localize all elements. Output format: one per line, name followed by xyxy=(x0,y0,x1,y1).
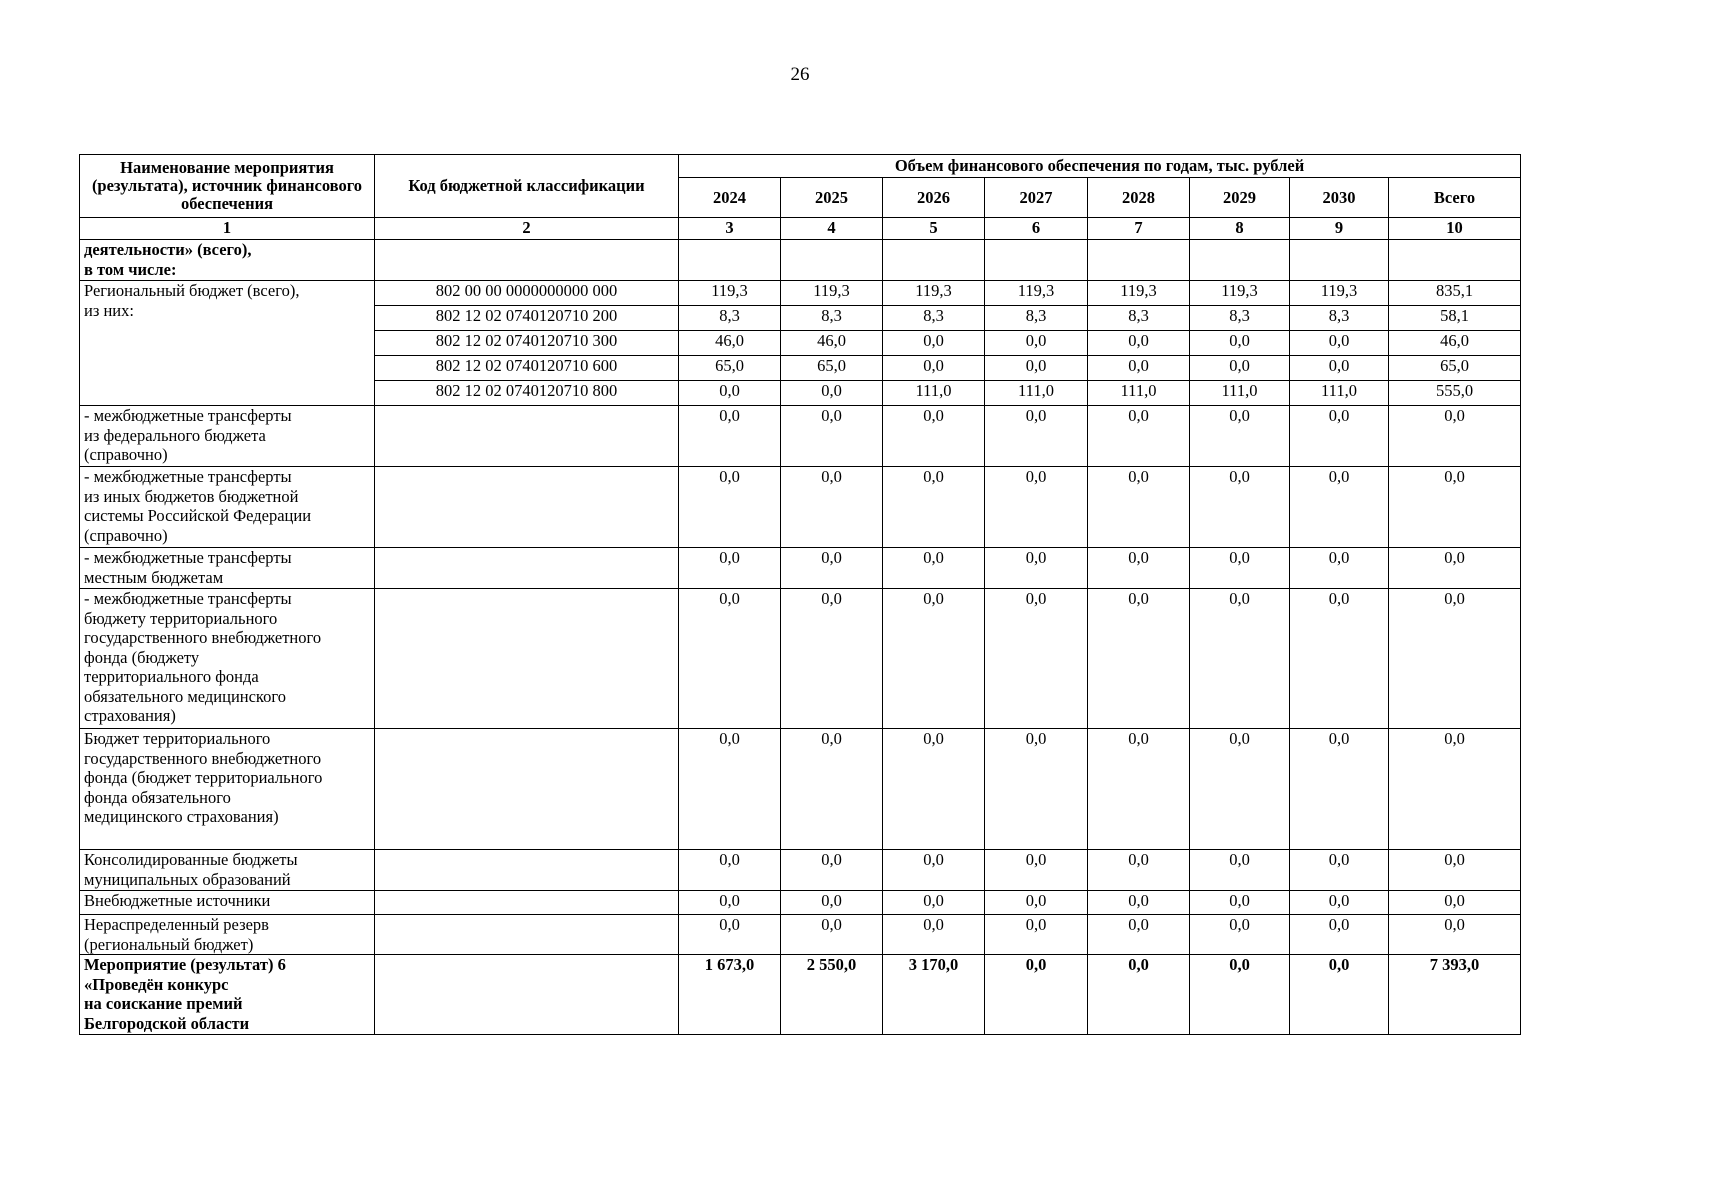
total-cell: 65,0 xyxy=(1389,356,1521,381)
value-cell: 0,0 xyxy=(1290,356,1389,381)
value-cell: 0,0 xyxy=(1088,467,1190,548)
budget-code: 802 12 02 0740120710 300 xyxy=(375,331,679,356)
value-cell: 0,0 xyxy=(985,850,1088,891)
total-cell: 0,0 xyxy=(1389,729,1521,850)
empty-code-cell xyxy=(375,406,679,467)
value-cell: 0,0 xyxy=(985,589,1088,729)
value-cell: 0,0 xyxy=(679,729,781,850)
empty-code-cell xyxy=(375,955,679,1035)
empty-code-cell xyxy=(375,548,679,589)
empty-cell xyxy=(375,240,679,281)
value-cell: 8,3 xyxy=(883,306,985,331)
header-year: 2024 xyxy=(679,178,781,218)
value-cell: 0,0 xyxy=(985,548,1088,589)
event-name: Мероприятие (результат) 6 «Проведён конкурс на соискание премий Белгородской области xyxy=(80,955,375,1035)
value-cell: 0,0 xyxy=(883,915,985,955)
row-name: Бюджет территориального государственного внебюджетного фонда (бюджет территориального фонда обязательного медицинского страхования) xyxy=(80,729,375,850)
header-year: 2026 xyxy=(883,178,985,218)
value-cell: 0,0 xyxy=(1088,589,1190,729)
value-cell: 0,0 xyxy=(1088,955,1190,1035)
total-cell: 0,0 xyxy=(1389,915,1521,955)
header-name-column: Наименование мероприятия (результата), источник финансового обеспечения xyxy=(80,155,375,218)
value-cell: 8,3 xyxy=(1190,306,1290,331)
financing-table xyxy=(79,154,1521,1035)
value-cell: 0,0 xyxy=(1190,729,1290,850)
header-year: 2029 xyxy=(1190,178,1290,218)
value-cell: 0,0 xyxy=(1088,548,1190,589)
total-cell: 0,0 xyxy=(1389,850,1521,891)
value-cell: 119,3 xyxy=(781,281,883,306)
value-cell: 0,0 xyxy=(883,356,985,381)
column-number: 3 xyxy=(679,218,781,240)
column-number: 5 xyxy=(883,218,985,240)
table-row xyxy=(80,240,1521,281)
column-number: 4 xyxy=(781,218,883,240)
value-cell: 0,0 xyxy=(1190,331,1290,356)
value-cell: 1 673,0 xyxy=(679,955,781,1035)
value-cell: 0,0 xyxy=(1088,406,1190,467)
value-cell: 0,0 xyxy=(1290,467,1389,548)
value-cell: 0,0 xyxy=(679,548,781,589)
value-cell: 0,0 xyxy=(1290,729,1389,850)
column-number: 1 xyxy=(80,218,375,240)
value-cell: 0,0 xyxy=(1190,406,1290,467)
value-cell: 0,0 xyxy=(679,467,781,548)
value-cell: 0,0 xyxy=(1290,406,1389,467)
total-cell: 0,0 xyxy=(1389,467,1521,548)
budget-code: 802 12 02 0740120710 800 xyxy=(375,381,679,406)
empty-code-cell xyxy=(375,850,679,891)
value-cell: 65,0 xyxy=(781,356,883,381)
empty-cell xyxy=(1088,240,1190,281)
value-cell: 8,3 xyxy=(1290,306,1389,331)
row-name: Нераспределенный резерв (региональный бюджет) xyxy=(80,915,375,955)
value-cell: 111,0 xyxy=(985,381,1088,406)
row-name: Региональный бюджет (всего), из них: xyxy=(80,281,375,406)
value-cell: 119,3 xyxy=(679,281,781,306)
empty-code-cell xyxy=(375,589,679,729)
value-cell: 0,0 xyxy=(1190,356,1290,381)
value-cell: 0,0 xyxy=(1088,356,1190,381)
empty-cell xyxy=(985,240,1088,281)
value-cell: 0,0 xyxy=(985,406,1088,467)
budget-code: 802 12 02 0740120710 200 xyxy=(375,306,679,331)
value-cell: 0,0 xyxy=(883,467,985,548)
value-cell: 0,0 xyxy=(1290,850,1389,891)
value-cell: 0,0 xyxy=(679,850,781,891)
value-cell: 0,0 xyxy=(883,589,985,729)
value-cell: 0,0 xyxy=(781,729,883,850)
value-cell: 3 170,0 xyxy=(883,955,985,1035)
value-cell: 0,0 xyxy=(679,891,781,915)
value-cell: 0,0 xyxy=(781,850,883,891)
table-row xyxy=(80,281,1521,306)
value-cell: 0,0 xyxy=(1290,589,1389,729)
header-code-column: Код бюджетной классификации xyxy=(375,155,679,218)
budget-code: 802 00 00 0000000000 000 xyxy=(375,281,679,306)
table-row xyxy=(80,850,1521,891)
value-cell: 111,0 xyxy=(1190,381,1290,406)
value-cell: 8,3 xyxy=(1088,306,1190,331)
value-cell: 0,0 xyxy=(1190,915,1290,955)
page-number: 26 xyxy=(790,64,810,85)
value-cell: 8,3 xyxy=(781,306,883,331)
value-cell: 0,0 xyxy=(1088,891,1190,915)
row-name: - межбюджетные трансферты из иных бюджетов бюджетной системы Российской Федерации (справочно) xyxy=(80,467,375,548)
value-cell: 0,0 xyxy=(679,915,781,955)
value-cell: 0,0 xyxy=(883,850,985,891)
total-cell: 555,0 xyxy=(1389,381,1521,406)
budget-code: 802 12 02 0740120710 600 xyxy=(375,356,679,381)
value-cell: 111,0 xyxy=(1088,381,1190,406)
total-cell: 46,0 xyxy=(1389,331,1521,356)
value-cell: 65,0 xyxy=(679,356,781,381)
row-name: - межбюджетные трансферты бюджету территориального государственного внебюджетного фонда (бюджету территориального фонда обязательного медицинского страхования) xyxy=(80,589,375,729)
value-cell: 0,0 xyxy=(781,891,883,915)
empty-cell xyxy=(781,240,883,281)
value-cell: 0,0 xyxy=(679,589,781,729)
total-cell: 835,1 xyxy=(1389,281,1521,306)
value-cell: 0,0 xyxy=(1290,915,1389,955)
value-cell: 0,0 xyxy=(883,406,985,467)
table-row xyxy=(80,729,1521,850)
total-cell: 0,0 xyxy=(1389,589,1521,729)
header-year: 2028 xyxy=(1088,178,1190,218)
value-cell: 0,0 xyxy=(985,955,1088,1035)
value-cell: 0,0 xyxy=(1290,331,1389,356)
empty-code-cell xyxy=(375,467,679,548)
value-cell: 0,0 xyxy=(781,589,883,729)
value-cell: 119,3 xyxy=(883,281,985,306)
table-row xyxy=(80,548,1521,589)
column-number: 8 xyxy=(1190,218,1290,240)
event-row xyxy=(80,955,1521,1035)
table-row xyxy=(80,891,1521,915)
row-name: Внебюджетные источники xyxy=(80,891,375,915)
total-cell: 0,0 xyxy=(1389,406,1521,467)
table-row xyxy=(80,915,1521,955)
header-total: Всего xyxy=(1389,178,1521,218)
empty-cell xyxy=(1190,240,1290,281)
value-cell: 0,0 xyxy=(1290,891,1389,915)
value-cell: 0,0 xyxy=(1190,467,1290,548)
value-cell: 0,0 xyxy=(883,548,985,589)
table-row xyxy=(80,589,1521,729)
column-number: 6 xyxy=(985,218,1088,240)
value-cell: 0,0 xyxy=(1190,850,1290,891)
value-cell: 0,0 xyxy=(1290,548,1389,589)
value-cell: 0,0 xyxy=(1190,548,1290,589)
value-cell: 0,0 xyxy=(1088,331,1190,356)
value-cell: 0,0 xyxy=(679,406,781,467)
value-cell: 2 550,0 xyxy=(781,955,883,1035)
row-name: - межбюджетные трансферты из федерального бюджета (справочно) xyxy=(80,406,375,467)
value-cell: 46,0 xyxy=(781,331,883,356)
value-cell: 119,3 xyxy=(1190,281,1290,306)
value-cell: 0,0 xyxy=(781,406,883,467)
empty-cell xyxy=(883,240,985,281)
empty-code-cell xyxy=(375,729,679,850)
row-name: деятельности» (всего), в том числе: xyxy=(80,240,375,281)
value-cell: 119,3 xyxy=(1290,281,1389,306)
value-cell: 0,0 xyxy=(1190,891,1290,915)
value-cell: 0,0 xyxy=(985,729,1088,850)
header-year: 2025 xyxy=(781,178,883,218)
header-volume: Объем финансового обеспечения по годам, тыс. рублей xyxy=(679,155,1521,178)
empty-cell xyxy=(1389,240,1521,281)
value-cell: 0,0 xyxy=(985,356,1088,381)
empty-cell xyxy=(1290,240,1389,281)
value-cell: 0,0 xyxy=(1190,589,1290,729)
value-cell: 0,0 xyxy=(883,891,985,915)
value-cell: 0,0 xyxy=(781,381,883,406)
column-number-row xyxy=(80,218,1521,240)
total-cell: 0,0 xyxy=(1389,548,1521,589)
value-cell: 0,0 xyxy=(679,381,781,406)
value-cell: 0,0 xyxy=(781,467,883,548)
column-number: 9 xyxy=(1290,218,1389,240)
value-cell: 46,0 xyxy=(679,331,781,356)
empty-code-cell xyxy=(375,915,679,955)
value-cell: 0,0 xyxy=(1088,850,1190,891)
value-cell: 0,0 xyxy=(985,331,1088,356)
header-year: 2030 xyxy=(1290,178,1389,218)
column-number: 2 xyxy=(375,218,679,240)
value-cell: 111,0 xyxy=(883,381,985,406)
value-cell: 0,0 xyxy=(1290,955,1389,1035)
value-cell: 0,0 xyxy=(985,915,1088,955)
empty-code-cell xyxy=(375,891,679,915)
total-cell: 0,0 xyxy=(1389,891,1521,915)
row-name: Консолидированные бюджеты муниципальных образований xyxy=(80,850,375,891)
value-cell: 0,0 xyxy=(781,915,883,955)
column-number: 10 xyxy=(1389,218,1521,240)
value-cell: 119,3 xyxy=(985,281,1088,306)
total-cell: 7 393,0 xyxy=(1389,955,1521,1035)
value-cell: 0,0 xyxy=(1190,955,1290,1035)
value-cell: 111,0 xyxy=(1290,381,1389,406)
value-cell: 8,3 xyxy=(985,306,1088,331)
value-cell: 0,0 xyxy=(781,548,883,589)
total-cell: 58,1 xyxy=(1389,306,1521,331)
value-cell: 0,0 xyxy=(883,729,985,850)
table-row xyxy=(80,406,1521,467)
value-cell: 0,0 xyxy=(985,891,1088,915)
empty-cell xyxy=(679,240,781,281)
row-name: - межбюджетные трансферты местным бюджетам xyxy=(80,548,375,589)
table-row xyxy=(80,467,1521,548)
value-cell: 0,0 xyxy=(1088,915,1190,955)
header-year: 2027 xyxy=(985,178,1088,218)
column-number: 7 xyxy=(1088,218,1190,240)
value-cell: 0,0 xyxy=(1088,729,1190,850)
value-cell: 119,3 xyxy=(1088,281,1190,306)
value-cell: 0,0 xyxy=(985,467,1088,548)
value-cell: 8,3 xyxy=(679,306,781,331)
value-cell: 0,0 xyxy=(883,331,985,356)
